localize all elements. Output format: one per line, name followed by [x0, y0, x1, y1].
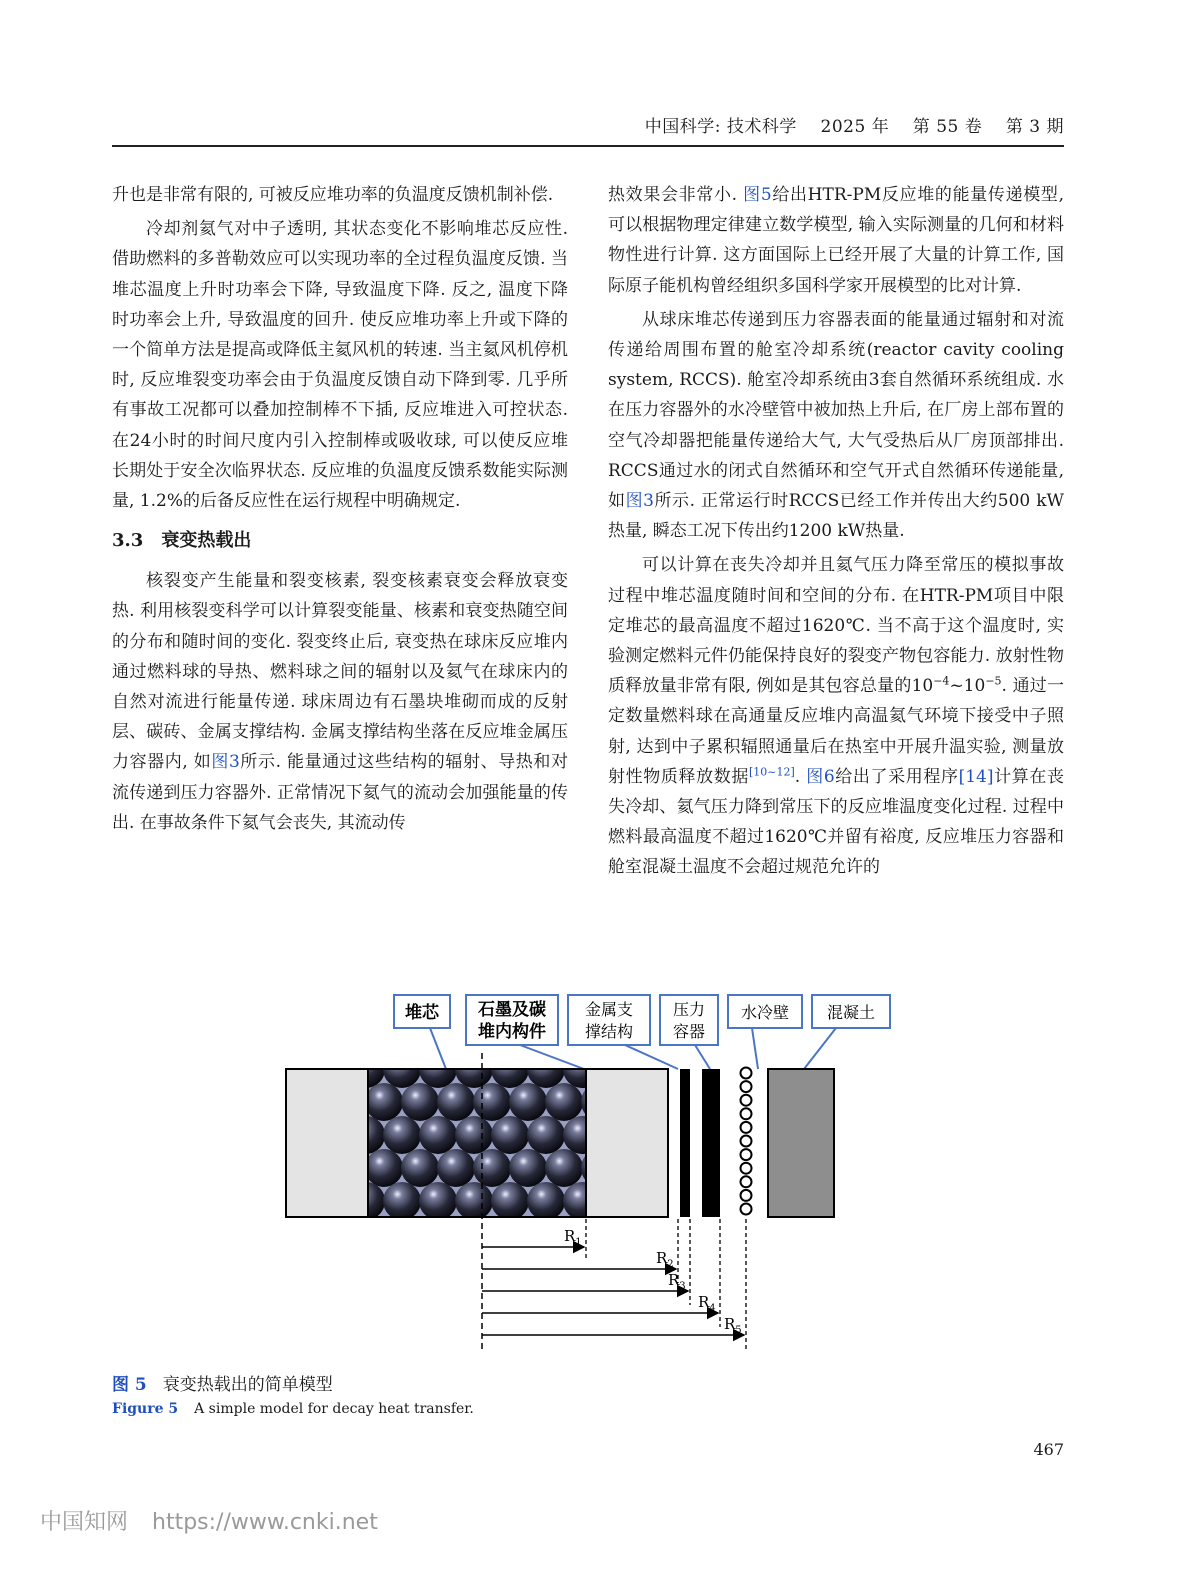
header-rule	[112, 145, 1064, 147]
water-tube	[741, 1204, 752, 1215]
vessel-label-line1: 压力	[672, 1000, 706, 1019]
superscript: −5	[985, 674, 1002, 688]
graphite-label-line1: 石墨及碳	[478, 1000, 546, 1020]
text-span: 核裂变产生能量和裂变核素, 裂变核素衰变会释放衰变热. 利用核裂变科学可以计算裂变能量、核素和衰变热随空间的分布和随时间的变化. 裂变终止后, 衰变热在球床反应堆内通过燃料球的导热、燃料球之间的辐射以及氦气在球床内的自然对流进行能量传递. 球床周边有石墨块堆砌而成的反射层、碳砖、金属支撑结构. 金属支撑结构坐落在反应堆金属压力容器内, 如	[112, 571, 568, 773]
right-paragraph-1	[608, 180, 1064, 301]
fuel-pebble	[509, 1149, 547, 1187]
fuel-pebble	[365, 1083, 403, 1121]
right-paragraph-2	[608, 305, 1064, 547]
citation-10-12-link[interactable]: [10~12]	[748, 765, 795, 779]
fuel-pebble	[527, 1182, 565, 1220]
water-tube	[741, 1149, 752, 1160]
text-span: 给出HTR-PM反应堆的能量传递模型, 可以根据物理定律建立数学模型, 输入实际测量的几何和材料物性进行计算. 这方面国际上已经开展了大量的计算工作, 国际原子能机构曾经组织多国科学家开展模型的比对计算.	[608, 185, 1064, 296]
fuel-pebble	[473, 1083, 511, 1121]
fuel-pebble	[455, 1116, 493, 1154]
text-span: 从球床堆芯传递到压力容器表面的能量通过辐射和对流传递给周围布置的舱室冷却系统(reactor cavity cooling system, RCCS). 舱室冷却系统由3套自然循环系统组成. 水在压力容器外的水冷壁管中被加热上升后, 在厂房上部布置的空气冷却器把能量传递给大气, 大气受热后从厂房顶部排出. RCCS通过水的闭式自然循环和空气开式自然循环传递能量, 如	[608, 309, 1064, 512]
figure-5	[270, 985, 930, 1355]
text-span: 热效果会非常小.	[608, 185, 744, 205]
fuel-pebble	[419, 1182, 457, 1220]
text-span: 可以计算在丧失冷却并且氦气压力降至常压的模拟事故过程中堆芯温度随时间和空间的分布. 在HTR-PM项目中限定堆芯的最高温度不超过1620℃. 当不高于这个温度时, 实验测定燃料元件仍能保持良好的裂变产物包容能力. 放射性物质释放量非常有限, 例如是其包容总量的10	[608, 555, 1064, 697]
text-span: 计算在丧失冷却、氦气压力降到常压下的反应堆温度变化过程. 过程中燃料最高温度不超过1620℃并留有裕度, 反应堆压力容器和舱室混凝土温度不会超过规范允许的	[608, 766, 1064, 878]
fuel-pebble	[437, 1083, 475, 1121]
caption-en	[112, 1401, 474, 1417]
section-heading	[112, 526, 568, 556]
section-title: 衰变热载出	[161, 530, 252, 552]
page-number: 467	[1033, 1440, 1064, 1459]
text-span: ~10	[949, 676, 986, 697]
citation-14-link[interactable]: [14]	[958, 766, 994, 787]
right-column	[608, 180, 1064, 887]
water-tube	[741, 1163, 752, 1174]
running-header	[112, 112, 1064, 144]
water-tube	[741, 1190, 752, 1201]
watermark-url[interactable]: https://www.cnki.net	[152, 1510, 378, 1535]
radius-label-4: $R_4$	[698, 1293, 716, 1314]
metal-label-line2: 撑结构	[584, 1022, 634, 1041]
label-box-vessel	[660, 995, 718, 1045]
text-span: 给出了采用程序	[834, 766, 959, 787]
fuel-pebble	[383, 1116, 421, 1154]
figure-5-link[interactable]: 图5	[743, 185, 772, 205]
radius-label-2: $R_2$	[656, 1249, 674, 1270]
fuel-pebble	[401, 1083, 439, 1121]
superscript: −4	[933, 674, 950, 688]
metal-support	[680, 1069, 690, 1217]
fuel-pebble	[473, 1149, 511, 1187]
graphite-carbon-structure	[586, 1069, 668, 1217]
fuel-pebble	[509, 1083, 547, 1121]
caption-text-zh: 衰变热载出的简单模型	[162, 1375, 333, 1395]
label-box-core	[394, 995, 450, 1028]
pressure-vessel	[702, 1069, 720, 1217]
label-box-water-wall	[728, 995, 802, 1028]
left-column	[112, 180, 568, 842]
caption-text-en: A simple model for decay heat transfer.	[194, 1401, 474, 1417]
pebble-bed-core	[347, 1050, 619, 1220]
reflector-left	[286, 1069, 368, 1217]
text-span: .	[794, 766, 807, 787]
figure-caption	[112, 1370, 474, 1417]
section-number: 3.3	[112, 530, 144, 552]
fuel-pebble	[527, 1116, 565, 1154]
fuel-pebble	[491, 1182, 529, 1220]
left-paragraph-3	[112, 566, 568, 838]
fuel-pebble	[455, 1182, 493, 1220]
radius-label-5: $R_5$	[724, 1315, 742, 1336]
fuel-pebble	[401, 1149, 439, 1187]
journal-running-title: 中国科学: 技术科学 2025 年 第 55 卷 第 3 期	[644, 117, 1064, 137]
vessel-label-line2: 容器	[672, 1022, 706, 1041]
water-tube	[741, 1108, 752, 1119]
watermark-site-name: 中国知网	[40, 1510, 129, 1535]
core-label: 堆芯	[405, 1003, 439, 1023]
fuel-pebble	[545, 1083, 583, 1121]
fuel-pebbles	[347, 1050, 619, 1220]
water-tube	[741, 1081, 752, 1092]
decay-heat-model-diagram	[270, 985, 930, 1355]
figure-6-link[interactable]: 图6	[806, 766, 835, 787]
fuel-pebble	[383, 1182, 421, 1220]
label-box-metal	[568, 995, 650, 1045]
water-tube	[741, 1122, 752, 1133]
text-span: 所示. 能量通过这些结构的辐射、导热和对流传递到压力容器外. 正常情况下氦气的流动会加强能量的传出. 在事故条件下氦气会丧失, 其流动传	[112, 752, 568, 833]
water-tube	[741, 1136, 752, 1147]
caption-zh	[112, 1370, 474, 1395]
text-span: 所示. 正常运行时RCCS已经工作并传出大约500 kW热量, 瞬态工况下传出约1200 kW热量.	[608, 491, 1064, 542]
caption-label-zh: 图 5	[112, 1375, 147, 1395]
label-box-concrete	[812, 995, 890, 1028]
water-wall-label: 水冷壁	[740, 1003, 790, 1022]
label-box-graphite	[466, 995, 558, 1045]
concrete-wall	[768, 1069, 834, 1217]
fuel-pebble	[491, 1116, 529, 1154]
fuel-pebble	[365, 1149, 403, 1187]
fuel-pebble	[419, 1116, 457, 1154]
water-tube	[741, 1068, 752, 1079]
radius-label-3: $R_3$	[668, 1271, 686, 1292]
caption-label-en: Figure 5	[112, 1401, 179, 1417]
right-paragraph-3	[608, 550, 1064, 882]
graphite-label-line2: 堆内构件	[478, 1022, 546, 1042]
concrete-label: 混凝土	[826, 1003, 876, 1022]
left-paragraph-2: 冷却剂氦气对中子透明, 其状态变化不影响堆芯反应性. 借助燃料的多普勒效应可以实现功率的全过程负温度反馈. 当堆芯温度上升时功率会下降, 导致温度下降. 反之, 温度下降时功率会上升, 导致温度的回升. 使反应堆功率上升或下降的一个简单方法是提高或降低主氦风机的转速. 当主氦风机停机时, 反应堆裂变功率会由于负温度反馈自动下降到零. 几乎所有事故工况都可以叠加控制棒不下插, 反应堆进入可控状态. 在24小时的时间尺度内引入控制棒或吸收球, 可以使反应堆长期处于安全次临界状态. 反应堆的负温度反馈系数能实际测量, 1.2%的后备反应性在运行规程中明确规定.	[112, 219, 568, 512]
metal-label-line1: 金属支	[584, 1000, 634, 1019]
fuel-pebble	[437, 1149, 475, 1187]
radius-arrows	[482, 1219, 746, 1349]
water-tube	[741, 1095, 752, 1106]
radius-label-1: $R_1$	[564, 1227, 582, 1248]
left-paragraph-1: 升也是非常有限的, 可被反应堆功率的负温度反馈机制补偿.	[112, 185, 554, 205]
water-wall-tubes	[741, 1068, 752, 1215]
water-tube	[741, 1176, 752, 1187]
text-span: . 通过一定数量燃料球在高通量反应堆内高温氦气环境下接受中子照射, 达到中子累积辐照通量后在热室中开展升温实验, 测量放射性物质释放数据	[608, 676, 1064, 787]
figure-3-link[interactable]: 图3	[211, 752, 240, 773]
cnki-watermark	[40, 1505, 378, 1536]
fuel-pebble	[545, 1149, 583, 1187]
figure-3-link[interactable]: 图3	[625, 491, 654, 512]
